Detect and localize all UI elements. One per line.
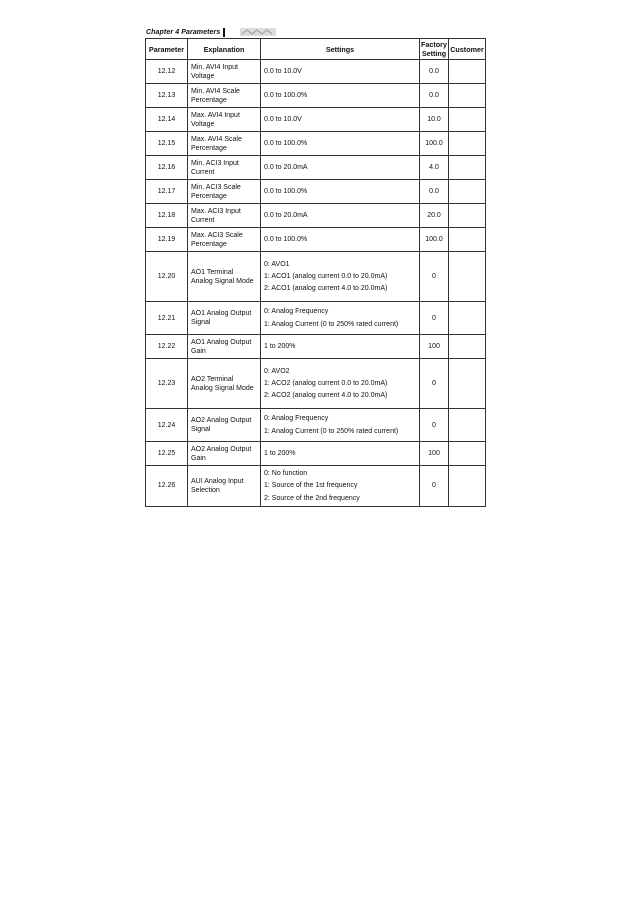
explanation-line: Current [191, 216, 215, 224]
customer-value [449, 180, 486, 204]
parameter-code: 12.23 [146, 359, 188, 409]
factory-setting-value: 20.0 [420, 204, 449, 228]
explanation-line: Percentage [191, 192, 227, 200]
table-row [146, 60, 486, 84]
setting-option: 0: Analog Frequency [264, 308, 329, 316]
parameter-explanation [188, 359, 261, 409]
header-settings: Settings [261, 39, 420, 60]
table-row [146, 442, 486, 466]
parameter-settings [261, 84, 420, 108]
parameter-explanation [188, 84, 261, 108]
parameter-code: 12.16 [146, 156, 188, 180]
parameter-explanation [188, 335, 261, 359]
header-parameter: Parameter [146, 39, 188, 60]
setting-option: 0.0 to 100.0% [264, 140, 308, 147]
parameter-code: 12.20 [146, 252, 188, 302]
header-explanation: Explanation [188, 39, 261, 60]
parameter-code: 12.19 [146, 228, 188, 252]
explanation-line: Analog Signal Mode [191, 277, 254, 285]
setting-option: 2: Source of the 2nd frequency [264, 494, 360, 502]
header-customer: Customer [449, 39, 486, 60]
factory-setting-value: 0 [420, 302, 449, 335]
table-row [146, 228, 486, 252]
setting-option: 2: ACO2 (analog current 4.0 to 20.0mA) [264, 392, 388, 400]
setting-option: 1: Source of the 1st frequency [264, 482, 358, 490]
explanation-line: Max. AVI4 Scale [191, 135, 242, 143]
setting-option: 0: AVO2 [264, 367, 290, 375]
explanation-line: Min. ACI3 Scale [191, 183, 241, 191]
setting-option: 1: ACO2 (analog current 0.0 to 20.0mA) [264, 380, 388, 387]
explanation-line: Max. ACI3 Scale [191, 231, 243, 239]
table-row [146, 84, 486, 108]
customer-value [449, 84, 486, 108]
explanation-line: Min. AVI4 Scale [191, 87, 240, 95]
setting-option: 0.0 to 100.0% [264, 92, 308, 99]
factory-setting-value: 0 [420, 466, 449, 507]
customer-value [449, 60, 486, 84]
setting-option: 0.0 to 100.0% [264, 188, 308, 195]
factory-setting-value: 10.0 [420, 108, 449, 132]
setting-option: 0: Analog Frequency [264, 415, 329, 423]
explanation-line: AO1 Terminal [191, 268, 234, 276]
explanation-line: Signal [191, 426, 211, 433]
factory-setting-value: 0 [420, 409, 449, 442]
explanation-line: Percentage [191, 240, 227, 248]
setting-option: 0: No function [264, 470, 308, 477]
parameter-settings [261, 132, 420, 156]
setting-option: 1 to 200% [264, 450, 296, 457]
setting-option: 2: ACO1 (analog current 4.0 to 20.0mA) [264, 285, 388, 293]
table-row [146, 132, 486, 156]
customer-value [449, 228, 486, 252]
setting-option: 0.0 to 20.0mA [264, 164, 308, 171]
customer-value [449, 252, 486, 302]
parameter-settings [261, 335, 420, 359]
customer-value [449, 359, 486, 409]
parameter-settings [261, 442, 420, 466]
parameter-explanation [188, 442, 261, 466]
parameter-settings [261, 156, 420, 180]
factory-setting-value: 100.0 [420, 132, 449, 156]
customer-value [449, 302, 486, 335]
explanation-line: Max. ACI3 Input [191, 207, 241, 215]
explanation-line: Voltage [191, 72, 215, 80]
table-row [146, 359, 486, 409]
explanation-line: Analog Signal Mode [191, 384, 254, 392]
explanation-line: Signal [191, 319, 211, 326]
chapter-title: Chapter 4 Parameters [146, 28, 221, 36]
parameter-settings [261, 204, 420, 228]
table-row [146, 302, 486, 335]
table-row [146, 156, 486, 180]
parameter-code: 12.21 [146, 302, 188, 335]
setting-option: 1 to 200% [264, 343, 296, 350]
parameter-explanation [188, 466, 261, 507]
parameter-settings [261, 252, 420, 302]
explanation-line: AO2 Terminal [191, 375, 234, 383]
header-factory-line2: Setting [421, 49, 447, 58]
explanation-line: Min. ACI3 Input [191, 159, 239, 167]
explanation-line: AUI Analog Input [191, 477, 244, 485]
table-body [146, 60, 486, 507]
parameter-code: 12.15 [146, 132, 188, 156]
explanation-line: Min. AVI4 Input [191, 63, 238, 71]
parameter-code: 12.17 [146, 180, 188, 204]
explanation-line: Gain [191, 454, 206, 462]
parameter-settings [261, 409, 420, 442]
parameter-explanation [188, 108, 261, 132]
header-factory-setting [420, 39, 449, 60]
customer-value [449, 108, 486, 132]
explanation-line: AO1 Analog Output [191, 310, 252, 317]
table-row [146, 180, 486, 204]
setting-option: 1: ACO1 (analog current 0.0 to 20.0mA) [264, 273, 388, 280]
table-header-row [146, 39, 486, 60]
customer-value [449, 409, 486, 442]
header-factory-line1: Factory [421, 40, 447, 49]
parameter-code: 12.14 [146, 108, 188, 132]
explanation-line: Percentage [191, 96, 227, 104]
explanation-line: Selection [191, 486, 220, 494]
parameter-explanation [188, 180, 261, 204]
factory-setting-value: 0 [420, 252, 449, 302]
setting-option: 0: AVO1 [264, 260, 290, 268]
explanation-line: Current [191, 168, 215, 176]
explanation-line: AO2 Analog Output [191, 417, 252, 424]
parameter-settings [261, 302, 420, 335]
explanation-line: Voltage [191, 120, 215, 128]
setting-option: 0.0 to 20.0mA [264, 212, 308, 219]
table-row [146, 252, 486, 302]
brand-logo [240, 28, 276, 36]
parameter-explanation [188, 252, 261, 302]
explanation-line: Percentage [191, 144, 227, 152]
parameter-code: 12.18 [146, 204, 188, 228]
table-row [146, 108, 486, 132]
explanation-line: AO1 Analog Output [191, 338, 252, 346]
table-row [146, 466, 486, 507]
customer-value [449, 335, 486, 359]
parameter-settings [261, 108, 420, 132]
factory-setting-value: 0.0 [420, 60, 449, 84]
customer-value [449, 466, 486, 507]
customer-value [449, 204, 486, 228]
factory-setting-value: 100 [420, 442, 449, 466]
table-row [146, 409, 486, 442]
table-row [146, 335, 486, 359]
parameter-explanation [188, 204, 261, 228]
customer-value [449, 156, 486, 180]
factory-setting-value: 0.0 [420, 180, 449, 204]
page-header [146, 26, 276, 38]
parameter-code: 12.26 [146, 466, 188, 507]
parameter-code: 12.22 [146, 335, 188, 359]
factory-setting-value: 100 [420, 335, 449, 359]
parameter-explanation [188, 228, 261, 252]
factory-setting-value: 0 [420, 359, 449, 409]
header-divider [223, 28, 225, 37]
parameter-code: 12.13 [146, 84, 188, 108]
explanation-line: AO2 Analog Output [191, 445, 252, 453]
factory-setting-value: 4.0 [420, 156, 449, 180]
table-row [146, 204, 486, 228]
setting-option: 1: Analog Current (0 to 250% rated current) [264, 320, 399, 328]
parameter-settings [261, 228, 420, 252]
parameter-explanation [188, 409, 261, 442]
setting-option: 0.0 to 100.0% [264, 236, 308, 243]
customer-value [449, 132, 486, 156]
parameter-code: 12.24 [146, 409, 188, 442]
parameter-settings [261, 180, 420, 204]
parameter-code: 12.12 [146, 60, 188, 84]
setting-option: 1: Analog Current (0 to 250% rated current) [264, 427, 399, 435]
parameter-explanation [188, 132, 261, 156]
factory-setting-value: 0.0 [420, 84, 449, 108]
parameter-settings [261, 359, 420, 409]
parameter-code: 12.25 [146, 442, 188, 466]
customer-value [449, 442, 486, 466]
explanation-line: Gain [191, 347, 206, 355]
setting-option: 0.0 to 10.0V [264, 68, 302, 75]
parameter-explanation [188, 302, 261, 335]
parameter-explanation [188, 156, 261, 180]
factory-setting-value: 100.0 [420, 228, 449, 252]
parameter-settings [261, 60, 420, 84]
setting-option: 0.0 to 10.0V [264, 116, 302, 123]
explanation-line: Max. AVI4 Input [191, 111, 240, 119]
parameter-table [145, 38, 486, 507]
parameter-settings [261, 466, 420, 507]
parameter-explanation [188, 60, 261, 84]
